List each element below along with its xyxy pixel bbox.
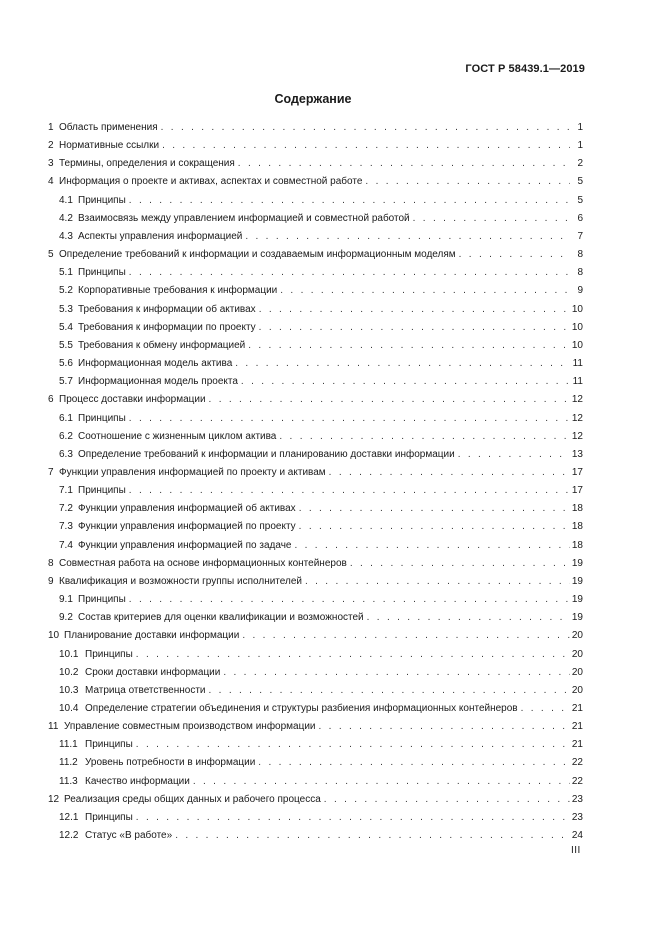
toc-leader-dots <box>238 155 570 173</box>
toc-entry-title: Термины, определения и сокращения <box>59 158 235 170</box>
toc-entry-number: 5.2 <box>59 285 73 297</box>
toc-entry-number: 11.3 <box>59 775 78 787</box>
toc-entry[interactable] <box>48 355 583 373</box>
toc-leader-dots <box>162 137 570 155</box>
toc-entry-title: Информационная модель проекта <box>78 376 238 388</box>
toc-entry-number: 6.2 <box>59 430 73 442</box>
toc-leader-dots <box>299 500 570 518</box>
toc-entry-title: Требования к информации по проекту <box>78 321 256 333</box>
toc-entry[interactable] <box>48 264 583 282</box>
toc-entry[interactable] <box>48 518 583 536</box>
toc-entry[interactable] <box>48 809 583 827</box>
toc-entry-title: Информация о проекте и активах, аспектах и совместной работе <box>59 176 363 188</box>
toc-entry-page: 8 <box>577 267 583 279</box>
toc-leader-dots <box>235 355 570 373</box>
toc-entry[interactable] <box>48 155 583 173</box>
toc-leader-dots <box>209 682 570 700</box>
toc-leader-dots <box>241 373 570 391</box>
toc-entry[interactable] <box>48 137 583 155</box>
toc-entry-title: Требования к информации об активах <box>78 303 256 315</box>
document-header: ГОСТ Р 58439.1—2019 <box>465 63 585 75</box>
toc-entry-page: 21 <box>571 721 583 733</box>
toc-leader-dots <box>242 627 570 645</box>
toc-entry-title: Нормативные ссылки <box>59 140 160 152</box>
toc-entry-number: 4.3 <box>59 230 73 242</box>
toc-entry[interactable] <box>48 282 583 300</box>
toc-entry-title: Область применения <box>59 122 158 133</box>
toc-entry-title: Определение стратегии объединения и структуры разбиения информационных контейнеров <box>85 703 518 714</box>
toc-leader-dots <box>259 319 570 337</box>
toc-entry-page: 10 <box>571 321 583 333</box>
toc-entry-number: 10.3 <box>59 684 79 696</box>
toc-entry-title: Функции управления информацией по проекту <box>78 521 296 533</box>
toc-entry-title: Планирование доставки информации <box>64 630 240 642</box>
toc-entry-number: 10.2 <box>59 666 79 678</box>
toc-leader-dots <box>129 482 570 500</box>
toc-entry-title: Функции управления информацией по проекту и активам <box>59 466 326 478</box>
toc-entry[interactable] <box>48 210 583 228</box>
toc-entry[interactable] <box>48 464 583 482</box>
toc-entry-title: Информационная модель актива <box>78 358 233 370</box>
toc-entry-title: Определение требований к информации и создаваемым информационным моделям <box>59 249 456 261</box>
toc-leader-dots <box>193 773 570 791</box>
toc-entry-number: 5.5 <box>59 339 73 351</box>
toc-leader-dots <box>329 464 570 482</box>
toc-entry[interactable] <box>48 410 583 428</box>
toc-entry[interactable] <box>48 646 583 664</box>
toc-entry-title: Качество информации <box>85 775 190 787</box>
toc-leader-dots <box>299 518 570 536</box>
toc-leader-dots <box>129 410 570 428</box>
toc-leader-dots <box>136 736 570 754</box>
toc-entry[interactable] <box>48 537 583 555</box>
toc-entry-number: 7 <box>48 466 54 478</box>
toc-entry-page: 20 <box>571 648 583 660</box>
toc-entry-page: 19 <box>571 594 583 606</box>
toc-entry-number: 9 <box>48 575 54 587</box>
toc-entry-number: 4.1 <box>59 194 73 206</box>
toc-entry-title: Принципы <box>85 648 133 660</box>
toc-entry[interactable] <box>48 373 583 391</box>
toc-entry-number: 12.2 <box>59 830 79 842</box>
toc-entry-title: Требования к обмену информацией <box>78 339 246 351</box>
toc-leader-dots <box>305 573 570 591</box>
toc-entry[interactable] <box>48 446 583 464</box>
toc-entry[interactable] <box>48 736 583 754</box>
toc-leader-dots <box>209 391 570 409</box>
toc-leader-dots <box>280 282 570 300</box>
page-title: Содержание <box>274 92 352 106</box>
toc-entry-title: Принципы <box>85 739 133 751</box>
toc-entry-page: 5 <box>577 176 583 188</box>
toc-entry[interactable] <box>48 573 583 591</box>
toc-entry-page: 13 <box>571 448 583 460</box>
toc-entry-title: Квалификация и возможности группы исполнителей <box>59 575 302 587</box>
toc-entry[interactable] <box>48 754 583 772</box>
toc-entry-title: Статус «В работе» <box>85 830 173 842</box>
toc-entry[interactable] <box>48 827 583 845</box>
toc-entry[interactable] <box>48 173 583 191</box>
toc-entry-page: 11 <box>572 358 583 370</box>
toc-entry-page: 20 <box>571 666 583 678</box>
toc-entry-title: Уровень потребности в информации <box>85 757 256 769</box>
toc-entry-title: Принципы <box>78 485 126 497</box>
toc-entry-page: 18 <box>571 521 583 533</box>
toc-entry-page: 23 <box>571 793 583 805</box>
toc-entry-number: 6.1 <box>59 412 73 424</box>
toc-entry-number: 1 <box>48 122 54 133</box>
toc-entry-number: 5.4 <box>59 321 73 333</box>
toc-entry-title: Принципы <box>78 594 126 606</box>
toc-entry-page: 1 <box>577 122 583 133</box>
toc-entry-number: 2 <box>48 140 54 152</box>
toc-entry-page: 18 <box>571 539 583 551</box>
toc-entry[interactable] <box>48 482 583 500</box>
toc-entry-page: 1 <box>577 140 583 152</box>
toc-entry-title: Определение требований к информации и планированию доставки информации <box>78 448 455 460</box>
toc-entry[interactable] <box>48 718 583 736</box>
toc-entry-title: Принципы <box>78 267 126 279</box>
toc-leader-dots <box>248 337 570 355</box>
toc-entry-title: Совместная работа на основе информационных контейнеров <box>59 557 347 569</box>
table-of-contents <box>48 119 583 845</box>
toc-entry[interactable] <box>48 609 583 627</box>
toc-entry[interactable] <box>48 682 583 700</box>
toc-entry-title: Процесс доставки информации <box>59 394 206 406</box>
toc-entry[interactable] <box>48 591 583 609</box>
toc-entry-number: 9.1 <box>59 594 73 606</box>
toc-entry-page: 9 <box>577 285 583 297</box>
toc-entry[interactable] <box>48 428 583 446</box>
toc-entry[interactable] <box>48 391 583 409</box>
toc-entry-page: 22 <box>571 775 583 787</box>
toc-entry-title: Принципы <box>78 412 126 424</box>
toc-entry[interactable] <box>48 319 583 337</box>
toc-entry-page: 5 <box>577 194 583 206</box>
toc-entry[interactable] <box>48 337 583 355</box>
toc-entry-title: Принципы <box>85 811 133 823</box>
toc-entry[interactable] <box>48 500 583 518</box>
toc-leader-dots <box>258 754 570 772</box>
toc-entry-page: 12 <box>571 430 583 442</box>
toc-entry-title: Функции управления информацией по задаче <box>78 539 292 551</box>
toc-entry-title: Сроки доставки информации <box>85 666 221 678</box>
toc-leader-dots <box>324 791 570 809</box>
toc-leader-dots <box>175 827 570 845</box>
toc-entry[interactable] <box>48 192 583 210</box>
toc-entry-number: 12.1 <box>59 811 79 823</box>
toc-entry-page: 17 <box>571 466 583 478</box>
toc-entry[interactable] <box>48 664 583 682</box>
toc-entry-page: 12 <box>571 412 583 424</box>
toc-leader-dots <box>459 246 570 264</box>
toc-entry-page: 18 <box>571 503 583 515</box>
toc-leader-dots <box>458 446 570 464</box>
toc-entry-page: 20 <box>571 630 583 642</box>
toc-leader-dots <box>413 210 570 228</box>
toc-entry-page: 21 <box>571 739 583 751</box>
toc-entry-number: 4 <box>48 176 54 188</box>
toc-leader-dots <box>294 537 570 555</box>
toc-entry-title: Принципы <box>78 194 126 206</box>
toc-entry-title: Взаимосвязь между управлением информацией и совместной работой <box>78 212 410 224</box>
toc-entry-number: 11.2 <box>59 757 78 769</box>
toc-leader-dots <box>365 173 570 191</box>
toc-leader-dots <box>129 192 570 210</box>
toc-entry[interactable] <box>48 627 583 645</box>
toc-entry-page: 21 <box>571 703 583 714</box>
toc-leader-dots <box>319 718 571 736</box>
toc-entry[interactable] <box>48 119 583 137</box>
toc-entry-number: 5.1 <box>59 267 73 279</box>
toc-entry-number: 5 <box>48 249 54 261</box>
toc-entry-page: 11 <box>572 376 583 388</box>
toc-entry-page: 2 <box>577 158 583 170</box>
toc-entry[interactable] <box>48 555 583 573</box>
toc-entry-page: 22 <box>571 757 583 769</box>
toc-entry-number: 11 <box>48 721 59 733</box>
toc-entry-number: 7.1 <box>59 485 73 497</box>
toc-entry-page: 10 <box>571 339 583 351</box>
toc-entry-number: 9.2 <box>59 612 73 624</box>
toc-entry-page: 19 <box>571 557 583 569</box>
toc-entry[interactable] <box>48 228 583 246</box>
toc-entry[interactable] <box>48 700 583 718</box>
toc-leader-dots <box>223 664 570 682</box>
toc-entry-number: 7.4 <box>59 539 73 551</box>
toc-entry-page: 7 <box>577 230 583 242</box>
toc-leader-dots <box>136 809 570 827</box>
toc-entry[interactable] <box>48 301 583 319</box>
toc-entry-number: 8 <box>48 557 54 569</box>
toc-entry-page: 19 <box>571 612 583 624</box>
toc-entry-page: 6 <box>577 212 583 224</box>
toc-entry-number: 10.4 <box>59 703 79 714</box>
toc-leader-dots <box>245 228 570 246</box>
toc-entry-number: 7.2 <box>59 503 73 515</box>
toc-entry-number: 6 <box>48 394 54 406</box>
toc-entry-number: 11.1 <box>59 739 78 751</box>
toc-entry-title: Матрица ответственности <box>85 684 206 696</box>
toc-leader-dots <box>521 700 570 718</box>
toc-entry[interactable] <box>48 791 583 809</box>
toc-entry-title: Соотношение с жизненным циклом актива <box>78 430 277 442</box>
toc-entry-number: 4.2 <box>59 212 73 224</box>
toc-entry[interactable] <box>48 773 583 791</box>
toc-entry-page: 23 <box>571 811 583 823</box>
toc-entry-number: 10.1 <box>59 648 79 660</box>
toc-leader-dots <box>129 264 570 282</box>
toc-entry-page: 20 <box>571 684 583 696</box>
toc-leader-dots <box>350 555 570 573</box>
toc-entry-title: Функции управления информацией об активах <box>78 503 296 515</box>
toc-entry-page: 10 <box>571 303 583 315</box>
toc-entry-number: 7.3 <box>59 521 73 533</box>
toc-entry-title: Корпоративные требования к информации <box>78 285 278 297</box>
toc-leader-dots <box>161 119 570 137</box>
toc-entry-page: 8 <box>577 249 583 261</box>
toc-entry-page: 12 <box>571 394 583 406</box>
toc-leader-dots <box>367 609 570 627</box>
toc-leader-dots <box>129 591 570 609</box>
toc-entry-number: 5.7 <box>59 376 73 388</box>
toc-leader-dots <box>136 646 570 664</box>
toc-entry-page: 19 <box>571 575 583 587</box>
toc-entry-title: Реализация среды общих данных и рабочего процесса <box>64 793 321 805</box>
toc-entry-title: Управление совместным производством информации <box>64 721 316 733</box>
toc-entry-title: Аспекты управления информацией <box>78 230 243 242</box>
toc-entry-number: 10 <box>48 630 60 642</box>
toc-leader-dots <box>279 428 570 446</box>
toc-entry[interactable] <box>48 246 583 264</box>
page-number: III <box>571 845 581 856</box>
toc-entry-number: 6.3 <box>59 448 73 460</box>
toc-entry-page: 24 <box>571 830 583 842</box>
toc-entry-number: 5.6 <box>59 358 73 370</box>
toc-leader-dots <box>259 301 570 319</box>
toc-entry-number: 5.3 <box>59 303 73 315</box>
toc-entry-title: Состав критериев для оценки квалификации и возможностей <box>78 612 364 624</box>
toc-entry-number: 3 <box>48 158 54 170</box>
toc-entry-page: 17 <box>571 485 583 497</box>
toc-entry-number: 12 <box>48 793 60 805</box>
